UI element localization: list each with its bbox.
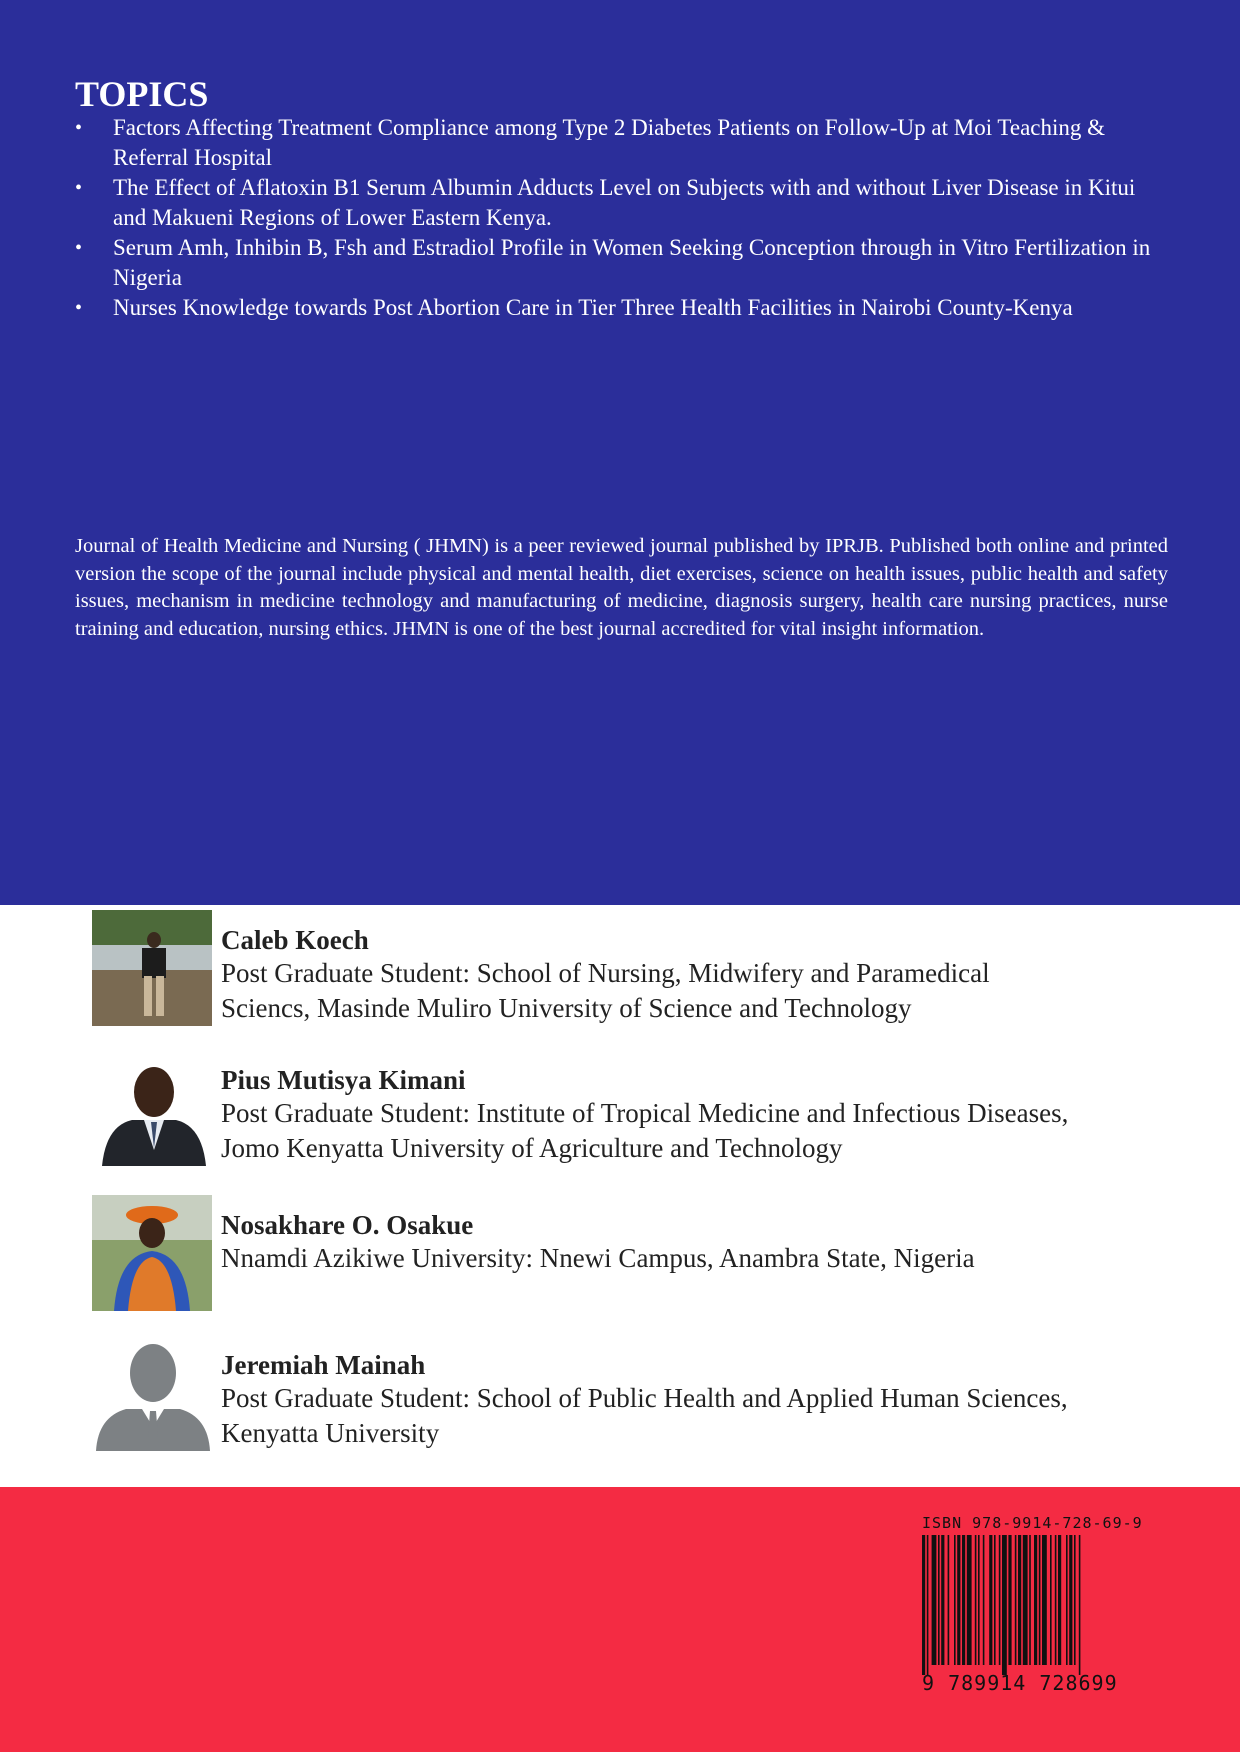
author-affiliation: Sciencs, Masinde Muliro University of Science and Technology: [221, 993, 912, 1023]
author-text: [221, 924, 1181, 1026]
barcode-bar: [1029, 1535, 1031, 1665]
barcode-bar: [922, 1535, 925, 1675]
barcode-bar: [1079, 1535, 1081, 1675]
barcode-bar: [957, 1535, 960, 1665]
bullet-icon: •: [75, 117, 83, 139]
barcode-panel: [0, 1487, 1240, 1752]
author-text: [221, 1064, 1181, 1166]
author-affiliation: Jomo Kenyatta University of Agriculture and Technology: [221, 1133, 843, 1163]
topic-item: [75, 173, 1170, 233]
barcode-bar: [954, 1535, 956, 1665]
barcode-bar: [1018, 1535, 1021, 1665]
author-entry: [92, 1335, 1192, 1455]
barcode-bar: [941, 1535, 944, 1665]
author-name: Nosakhare O. Osakue: [221, 1210, 474, 1240]
barcode-bar: [1034, 1535, 1037, 1665]
author-name: Pius Mutisya Kimani: [221, 1065, 466, 1095]
topic-text: Serum Amh, Inhibin B, Fsh and Estradiol Profile in Women Seeking Conception through in Vitro Fertilization in Nigeria: [113, 235, 1151, 290]
barcode-bar: [948, 1535, 950, 1665]
topics-heading: TOPICS: [75, 74, 209, 114]
barcode-bar: [1050, 1535, 1052, 1665]
barcode-bar: [989, 1535, 992, 1665]
barcode-bar: [967, 1535, 972, 1665]
topic-item: [75, 293, 1170, 323]
barcode-bar: [1015, 1535, 1017, 1665]
topic-text: Nurses Knowledge towards Post Abortion Care in Tier Three Health Facilities in Nairobi County-Kenya: [113, 295, 1073, 320]
barcode-icon: [918, 1535, 1128, 1675]
barcode-bar: [927, 1535, 929, 1675]
topic-item: [75, 233, 1170, 293]
barcode-bar: [994, 1535, 996, 1665]
isbn-label: ISBN 978-9914-728-69-9: [922, 1514, 1143, 1532]
barcode-bar: [978, 1535, 980, 1665]
topic-text: The Effect of Aflatoxin B1 Serum Albumin Adducts Level on Subjects with and without Liver Disease in Kitui and Makueni Regions of Lower Eastern Kenya.: [113, 175, 1136, 230]
bullet-icon: •: [75, 177, 83, 199]
author-text: [221, 1209, 1181, 1276]
author-affiliation: Post Graduate Student: School of Public Health and Applied Human Sciences,: [221, 1383, 1068, 1413]
author-text: [221, 1349, 1181, 1451]
barcode-bar: [999, 1535, 1001, 1665]
author-entry: [92, 910, 1192, 1030]
barcode-bar: [938, 1535, 940, 1665]
barcode-bar: [1066, 1535, 1068, 1665]
authors-panel: [0, 905, 1240, 1487]
barcode-bar: [1074, 1535, 1076, 1665]
author-photo-caleb-koech: [92, 910, 212, 1026]
barcode-bar: [983, 1535, 985, 1665]
barcode-bar: [932, 1535, 937, 1665]
author-photo-pius-mutisya-kimani: [92, 1050, 212, 1166]
barcode-bar: [1069, 1535, 1072, 1665]
journal-description: Journal of Health Medicine and Nursing ( JHMN) is a peer reviewed journal published by IPRJB. Published both online and printed version the scope of the journal include physical and mental health, diet exercises, science on health issues, public health and safety issues, mechanism in medicine technology and manufacturing of medicine, diagnosis surgery, health care nursing practices, nurse training and education, nursing ethics. JHMN is one of the best journal accredited for vital insight information.: [75, 535, 1168, 640]
bullet-icon: •: [75, 297, 83, 319]
barcode-bar: [975, 1535, 977, 1665]
barcode-bar: [1039, 1535, 1041, 1665]
author-entry: [92, 1050, 1192, 1170]
author-name: Jeremiah Mainah: [221, 1350, 426, 1380]
author-affiliation: Post Graduate Student: Institute of Tropical Medicine and Infectious Diseases,: [221, 1098, 1069, 1128]
barcode-bar: [1008, 1535, 1011, 1665]
barcode-bar: [1058, 1535, 1061, 1665]
topic-item: [75, 113, 1170, 173]
topic-text: Factors Affecting Treatment Compliance among Type 2 Diabetes Patients on Follow-Up at Moi Teaching & Referral Hospital: [113, 115, 1106, 170]
author-name: Caleb Koech: [221, 925, 369, 955]
barcode-bar: [962, 1535, 965, 1665]
barcode-bar: [1023, 1535, 1028, 1665]
avatar-placeholder-icon: [92, 1335, 212, 1451]
author-affiliation: Post Graduate Student: School of Nursing, Midwifery and Paramedical: [221, 958, 990, 988]
bullet-icon: •: [75, 237, 83, 259]
author-photo-nosakhare-osakue: [92, 1195, 212, 1311]
author-affiliation: Nnamdi Azikiwe University: Nnewi Campus, Anambra State, Nigeria: [221, 1243, 975, 1273]
author-affiliation: Kenyatta University: [221, 1418, 440, 1448]
barcode-digits: 9 789914 728699: [922, 1671, 1118, 1695]
barcode-bar: [1055, 1535, 1057, 1665]
barcode-bar: [1042, 1535, 1047, 1665]
barcode-bar: [1002, 1535, 1007, 1675]
topics-list: [75, 113, 1170, 323]
author-entry: [92, 1195, 1192, 1315]
